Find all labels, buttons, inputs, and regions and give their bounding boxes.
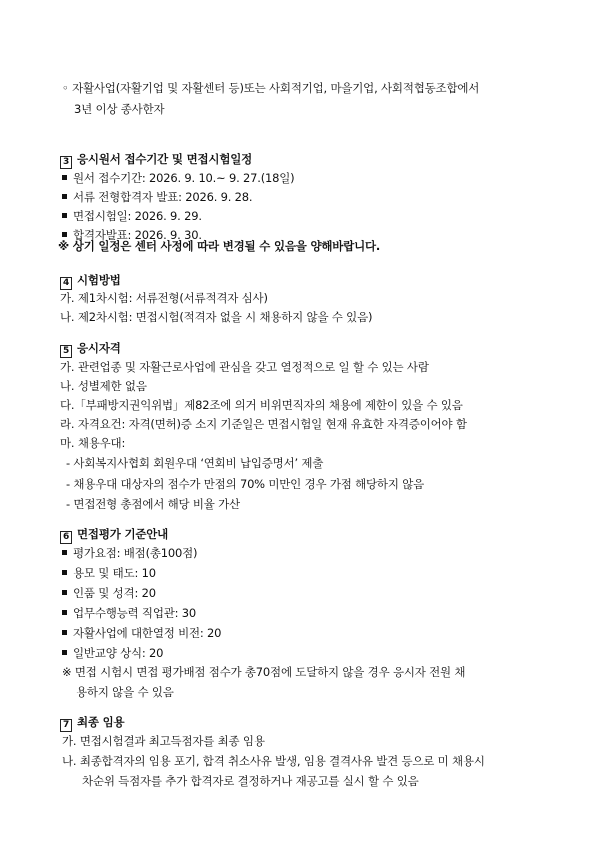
s6-item: 평가요점: 배점(총100점) bbox=[62, 545, 197, 561]
s7-item: 나. 최종합격자의 임용 포기, 합격 취소사유 발생, 임용 결격사유 발견 등으로 미 채용시 bbox=[62, 754, 485, 768]
s5-sub-item: - 채용우대 대상자의 점수가 만점의 70% 미만인 경우 가점 해당하지 않음 bbox=[66, 477, 425, 491]
section-4-title: 시험방법 bbox=[77, 273, 121, 287]
s3-item: 원서 접수기간: 2026. 9. 10.~ 9. 27.(18일) bbox=[62, 170, 294, 186]
s4-item: 나. 제2차시험: 면접시험(적격자 없을 시 채용하지 않을 수 있음) bbox=[60, 310, 373, 324]
square-bullet-icon bbox=[62, 232, 67, 237]
section-7-title: 최종 임용 bbox=[77, 715, 125, 729]
section-3-title: 응시원서 접수기간 및 면접시험일정 bbox=[77, 152, 253, 166]
square-bullet-icon bbox=[62, 610, 67, 615]
section-5-heading bbox=[60, 340, 121, 358]
s5-item: 다.「부패방지권익위법」제82조에 의거 비위면직자의 채용에 제한이 있을 수 있음 bbox=[60, 398, 463, 412]
s6-item: 자활사업에 대한열정 비전: 20 bbox=[62, 625, 221, 641]
s6-item: 용모 및 태도: 10 bbox=[62, 565, 156, 581]
section-6-title: 면접평가 기준안내 bbox=[77, 527, 169, 541]
section-4-heading bbox=[60, 272, 121, 290]
section-6-heading bbox=[60, 526, 168, 544]
s5-item: 나. 성별제한 없음 bbox=[60, 379, 147, 393]
s5-item: 마. 채용우대: bbox=[60, 436, 126, 450]
square-bullet-icon bbox=[62, 194, 67, 199]
s7-item: 가. 면접시험결과 최고득점자를 최종 임용 bbox=[62, 734, 265, 748]
section-5-title: 응시자격 bbox=[77, 341, 121, 355]
section-7-heading bbox=[60, 714, 124, 732]
section-3-number: 3 bbox=[60, 156, 72, 169]
square-bullet-icon bbox=[62, 213, 67, 218]
intro-bullet: ◦ bbox=[62, 81, 69, 95]
s6-item: 일반교양 상식: 20 bbox=[62, 645, 163, 661]
section-6-number: 6 bbox=[60, 531, 72, 544]
square-bullet-icon bbox=[62, 175, 67, 180]
square-bullet-icon bbox=[62, 590, 67, 595]
s4-item: 가. 제1차시험: 서류전형(서류적격자 심사) bbox=[60, 291, 268, 305]
section-7-number: 7 bbox=[60, 719, 72, 732]
s5-sub-item: - 면접전형 총점에서 해당 비율 가산 bbox=[66, 497, 240, 511]
s7-item: 차순위 득점자를 추가 합격자로 결정하거나 재공고를 실시 할 수 있음 bbox=[82, 774, 419, 788]
section-5-number: 5 bbox=[60, 345, 72, 358]
square-bullet-icon bbox=[62, 630, 67, 635]
intro-line-1 bbox=[62, 80, 479, 96]
s5-item: 가. 관련업종 및 자활근로사업에 관심을 갖고 열정적으로 일 할 수 있는 사람 bbox=[60, 360, 429, 374]
section-3-heading bbox=[60, 151, 252, 169]
section-4-number: 4 bbox=[60, 277, 72, 290]
s6-note-2: 용하지 않을 수 있음 bbox=[76, 685, 174, 699]
square-bullet-icon bbox=[62, 570, 67, 575]
s6-note-1: ※ 면접 시험시 면접 평가배점 점수가 총70점에 도달하지 않을 경우 응시자 전원 채 bbox=[62, 665, 466, 679]
s3-item: 합격자발표: 2026. 9. 30. bbox=[62, 227, 202, 243]
s3-item: 서류 전형합격자 발표: 2026. 9. 28. bbox=[62, 189, 252, 205]
s3-note: ※ 상기 일정은 센터 사정에 따라 변경될 수 있음을 양해바랍니다. bbox=[58, 239, 381, 253]
square-bullet-icon bbox=[62, 650, 67, 655]
s3-item: 면접시험일: 2026. 9. 29. bbox=[62, 208, 202, 224]
square-bullet-icon bbox=[62, 550, 67, 555]
intro-text-1: 자활사업(자활기업 및 자활센터 등)또는 사회적기업, 마을기업, 사회적협동조합에서 bbox=[72, 81, 480, 95]
intro-text-2: 3년 이상 종사한자 bbox=[74, 102, 165, 116]
s6-item: 업무수행능력 직업관: 30 bbox=[62, 605, 196, 621]
s5-sub-item: - 사회복지사협회 회원우대 ‘연회비 납입증명서’ 제출 bbox=[66, 456, 324, 470]
s5-item: 라. 자격요건: 자격(면허)증 소지 기준일은 면접시험일 현재 유효한 자격증이어야 함 bbox=[60, 417, 467, 431]
s6-item: 인품 및 성격: 20 bbox=[62, 585, 156, 601]
